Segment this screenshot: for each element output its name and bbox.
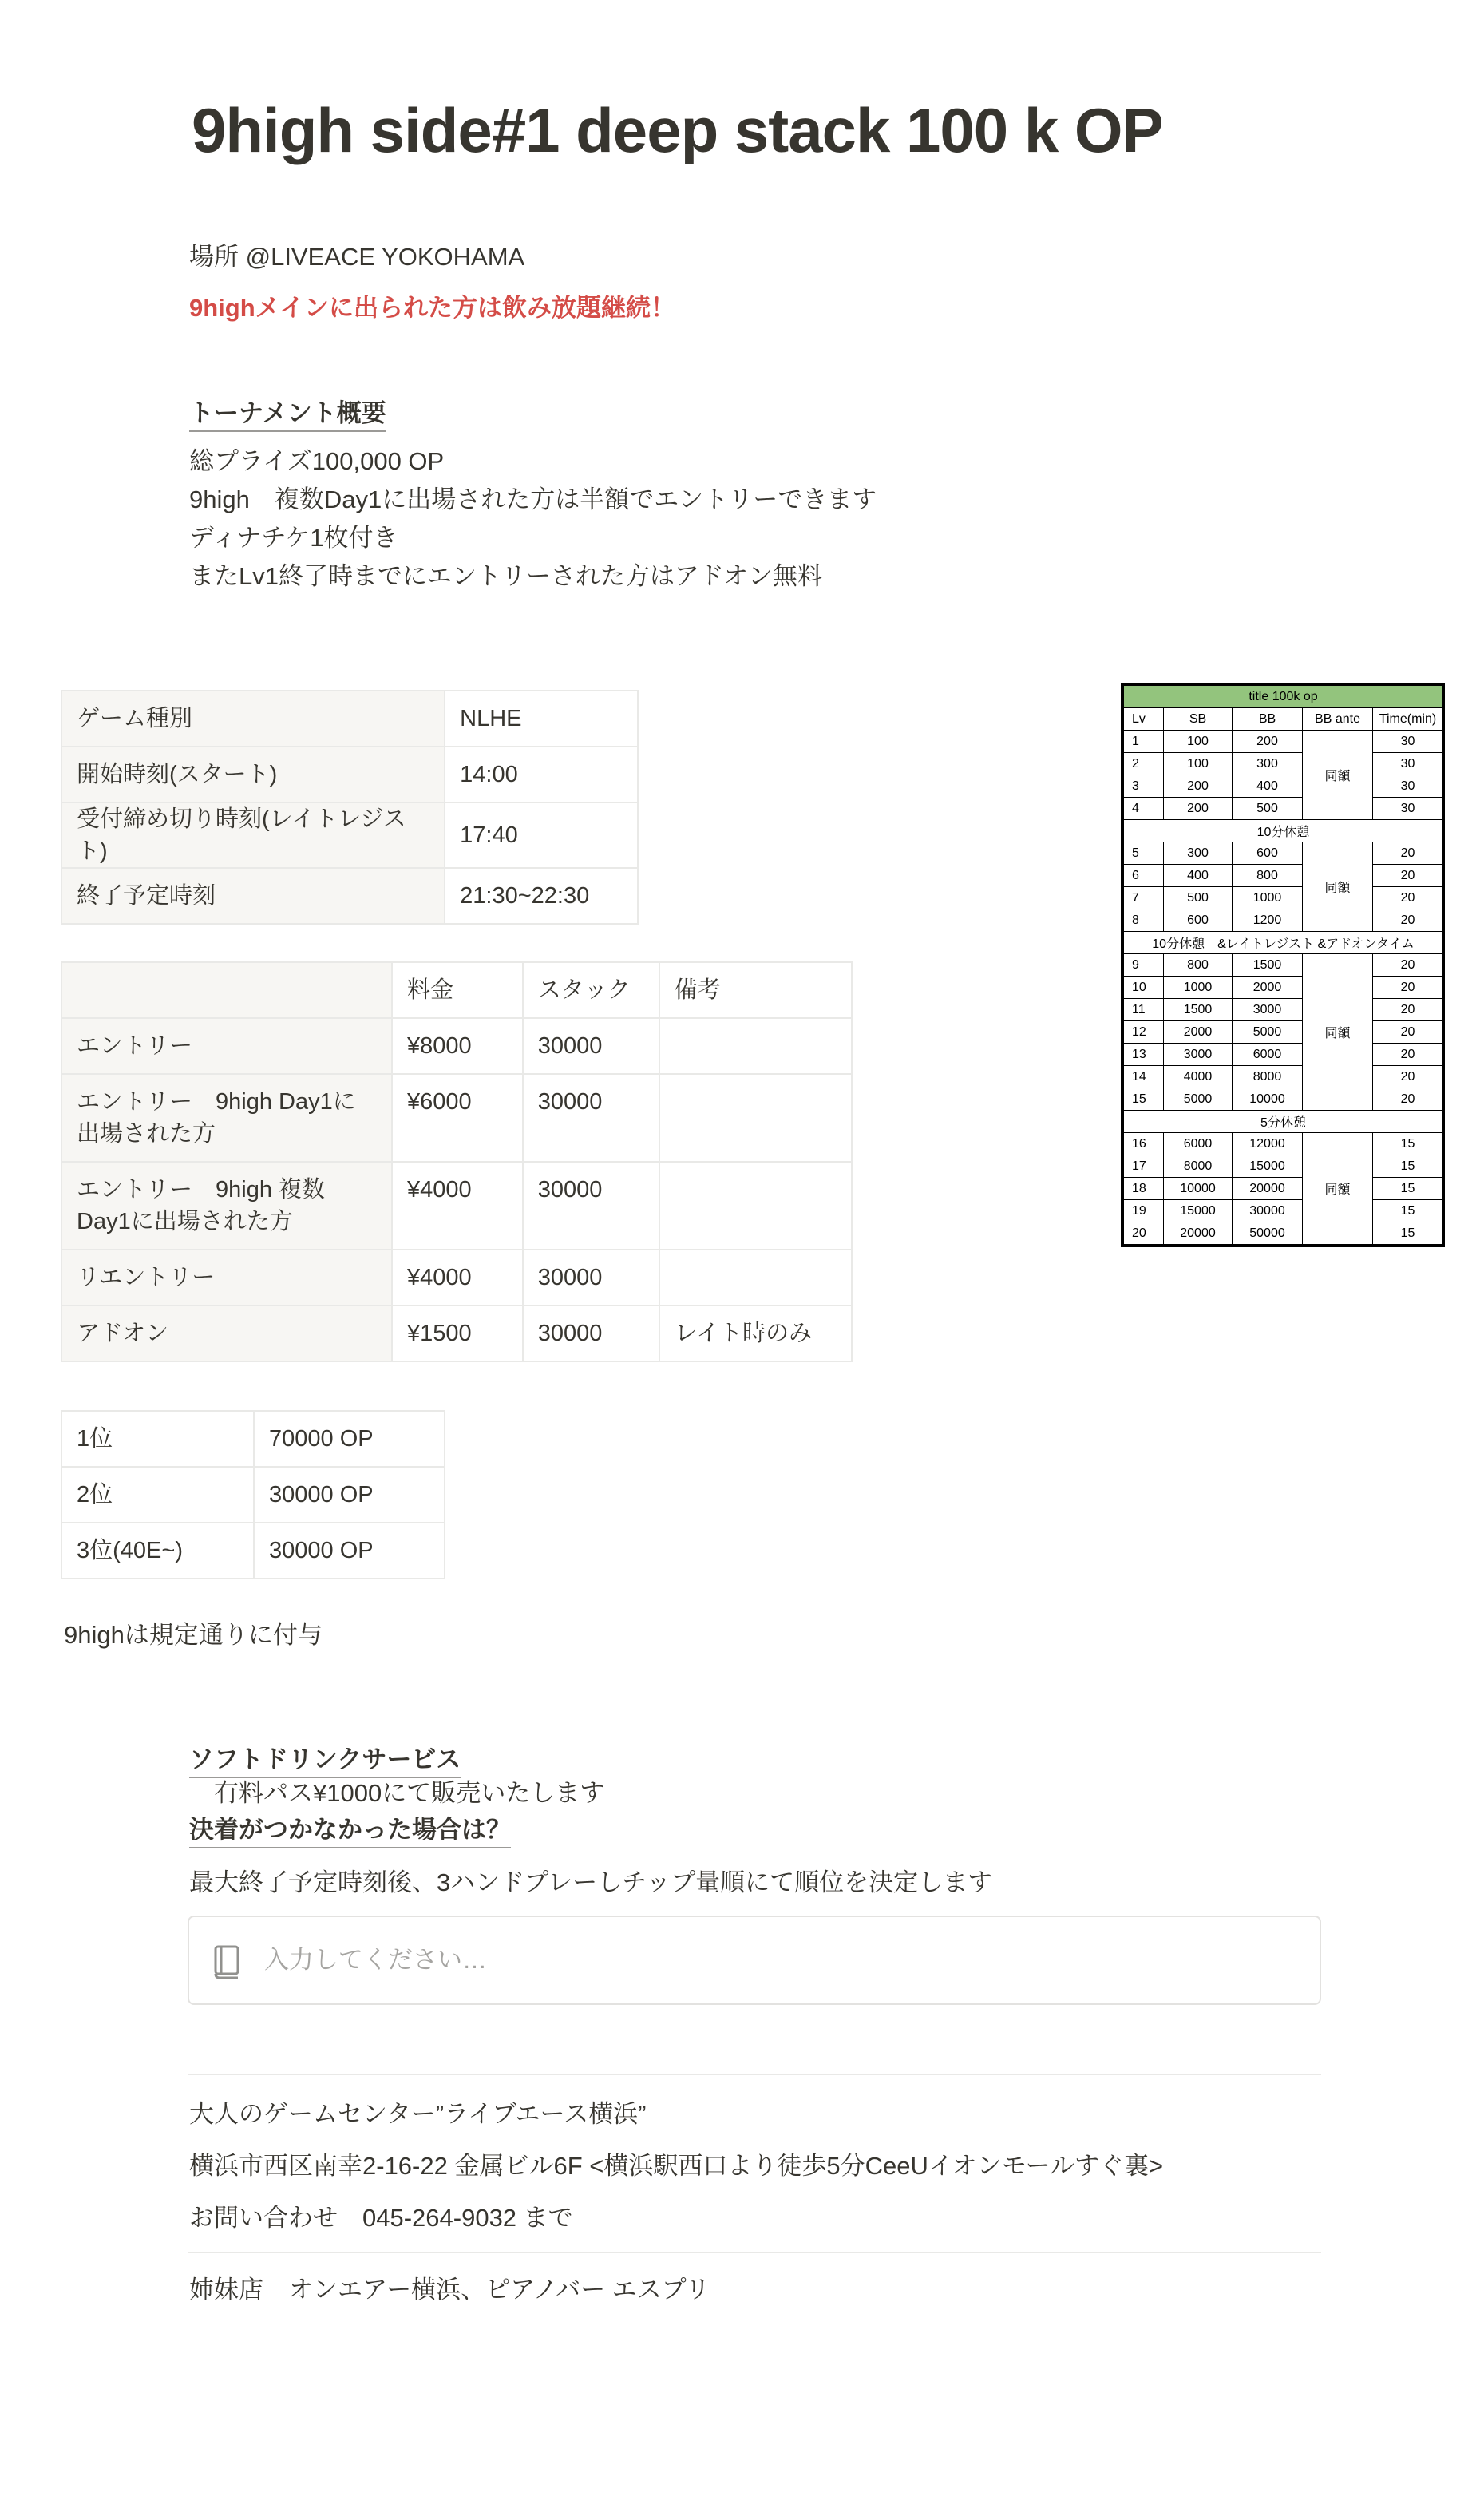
blind-bb: 3000: [1233, 999, 1303, 1021]
fee-value: ¥8000: [392, 1018, 523, 1074]
blind-time: 15: [1373, 1222, 1443, 1245]
blind-bb: 6000: [1233, 1044, 1303, 1066]
blind-level: 3: [1124, 775, 1164, 798]
blind-break-row: [1124, 820, 1443, 842]
blind-sb: 800: [1164, 954, 1233, 977]
info-label: 開始時刻(スタート): [61, 747, 445, 802]
blind-sb: 10000: [1164, 1178, 1233, 1200]
blind-bb: 12000: [1233, 1133, 1303, 1155]
blind-ante: 同額: [1303, 954, 1373, 1111]
blind-level-row: [1124, 1155, 1443, 1178]
note-value: [659, 1162, 852, 1250]
table-row: [61, 1250, 852, 1306]
blind-level: 16: [1124, 1133, 1164, 1155]
blind-level: 11: [1124, 999, 1164, 1021]
table-row: [61, 1074, 852, 1162]
prize-amount: 30000 OP: [254, 1467, 445, 1523]
blind-time: 30: [1373, 753, 1443, 775]
blind-sb: 600: [1164, 909, 1233, 932]
table-row: [61, 802, 638, 868]
blind-sb: 400: [1164, 865, 1233, 887]
table-row: [61, 747, 638, 802]
blind-level: 17: [1124, 1155, 1164, 1178]
blind-bb: 1000: [1233, 887, 1303, 909]
blind-bb: 600: [1233, 842, 1303, 865]
blind-time: 20: [1373, 842, 1443, 865]
fee-value: ¥4000: [392, 1162, 523, 1250]
blind-level-row: [1124, 775, 1443, 798]
prize-place: 2位: [61, 1467, 254, 1523]
stack-value: 30000: [523, 1018, 659, 1074]
fee-table: [61, 961, 853, 1362]
overview-line: 総プライズ100,000 OP: [189, 447, 445, 475]
info-value: 21:30~22:30: [445, 868, 638, 924]
table-row: [61, 1162, 852, 1250]
blind-bb: 300: [1233, 753, 1303, 775]
input-placeholder: 入力してください…: [264, 1946, 487, 1974]
divider: [188, 2074, 1321, 2075]
blind-sb: 100: [1164, 753, 1233, 775]
blind-level: 2: [1124, 753, 1164, 775]
blind-break-row: [1124, 1111, 1443, 1133]
blind-level-row: [1124, 1200, 1443, 1222]
blind-level-row: [1124, 1222, 1443, 1245]
blind-time: 20: [1373, 977, 1443, 999]
blind-level-row: [1124, 1066, 1443, 1088]
blind-bb: 200: [1233, 731, 1303, 753]
blind-sb: 1500: [1164, 999, 1233, 1021]
blind-sb: 5000: [1164, 1088, 1233, 1111]
blind-bb: 1200: [1233, 909, 1303, 932]
footer-sister-shops: 姉妹店 オンエアー横浜、ピアノバー エスプリ: [189, 2276, 710, 2304]
blind-level-row: [1124, 1133, 1443, 1155]
stack-value: 30000: [523, 1250, 659, 1306]
fee-name: エントリー 9high 複数Day1に出場された方: [61, 1162, 392, 1250]
blind-level-row: [1124, 753, 1443, 775]
prize-amount: 70000 OP: [254, 1411, 445, 1467]
overview-lines: [189, 442, 877, 596]
blind-sb: 8000: [1164, 1155, 1233, 1178]
blind-level-row: [1124, 842, 1443, 865]
blind-level-row: [1124, 1021, 1443, 1044]
blind-bb: 8000: [1233, 1066, 1303, 1088]
table-row: [61, 1306, 852, 1361]
fee-name: リエントリー: [61, 1250, 392, 1306]
stack-header: スタック: [523, 962, 659, 1018]
divider: [188, 2252, 1321, 2253]
tiebreak-text: 最大終了予定時刻後、3ハンドプレーしチップ量順にて順位を決定します: [189, 1868, 993, 1896]
blind-header-cell: BB: [1233, 708, 1303, 731]
blind-level: 15: [1124, 1088, 1164, 1111]
stack-value: 30000: [523, 1074, 659, 1162]
blind-bb: 800: [1233, 865, 1303, 887]
venue-text: 場所 @LIVEACE YOKOHAMA: [189, 243, 525, 271]
blind-time: 20: [1373, 1021, 1443, 1044]
blind-time: 20: [1373, 954, 1443, 977]
fee-value: ¥6000: [392, 1074, 523, 1162]
blind-time: 20: [1373, 887, 1443, 909]
overview-line: 9high 複数Day1に出場された方は半額でエントリーできます: [189, 485, 877, 513]
blind-ante: 同額: [1303, 1133, 1373, 1245]
note-value: レイト時のみ: [659, 1306, 852, 1361]
info-table: [61, 690, 639, 925]
info-value: 14:00: [445, 747, 638, 802]
notice-text: 9highメインに出られた方は飲み放題継続！: [189, 294, 676, 322]
blind-level-row: [1124, 1044, 1443, 1066]
blind-time: 20: [1373, 1044, 1443, 1066]
blind-level: 8: [1124, 909, 1164, 932]
blind-time: 15: [1373, 1155, 1443, 1178]
blind-bb: 15000: [1233, 1155, 1303, 1178]
prize-amount: 30000 OP: [254, 1523, 445, 1579]
blind-level-row: [1124, 1178, 1443, 1200]
points-note: 9highは規定通りに付与: [64, 1621, 323, 1649]
blind-bb: 50000: [1233, 1222, 1303, 1245]
blind-header-cell: Time(min): [1373, 708, 1443, 731]
fee-value: ¥1500: [392, 1306, 523, 1361]
table-row: [61, 868, 638, 924]
drink-service-text: 有料パス¥1000にて販売いたします: [214, 1779, 605, 1807]
note-value: [659, 1074, 852, 1162]
blind-break: 10分休憩 &レイトレジスト &アドオンタイム: [1124, 932, 1443, 954]
blind-time: 15: [1373, 1133, 1443, 1155]
blind-time: 30: [1373, 775, 1443, 798]
tiebreak-heading: 決着がつかなかった場合は？: [189, 1809, 511, 1848]
blind-level-row: [1124, 977, 1443, 999]
blind-header-row: [1124, 708, 1443, 731]
blind-level: 12: [1124, 1021, 1164, 1044]
blind-sb: 200: [1164, 775, 1233, 798]
fee-name: アドオン: [61, 1306, 392, 1361]
fee-name: エントリー 9high Day1に出場された方: [61, 1074, 392, 1162]
blind-bb: 2000: [1233, 977, 1303, 999]
info-label: 受付締め切り時刻(レイトレジスト): [61, 802, 445, 868]
page-title: 9high side#1 deep stack 100 k OP: [192, 95, 1163, 165]
fee-value: ¥4000: [392, 1250, 523, 1306]
blind-ante: 同額: [1303, 842, 1373, 932]
blind-title-row: [1124, 686, 1443, 708]
blind-structure: [1121, 683, 1445, 1247]
book-icon: [212, 1944, 243, 1983]
blind-sb: 500: [1164, 887, 1233, 909]
drink-service-heading: ソフトドリンクサービス: [189, 1739, 461, 1778]
table-header-row: [61, 962, 852, 1018]
blind-sb: 300: [1164, 842, 1233, 865]
blind-sb: 100: [1164, 731, 1233, 753]
blind-time: 30: [1373, 731, 1443, 753]
blind-level: 18: [1124, 1178, 1164, 1200]
table-row: [61, 1411, 445, 1467]
overview-line: またLv1終了時までにエントリーされた方はアドオン無料: [189, 562, 823, 590]
blind-level: 20: [1124, 1222, 1164, 1245]
blind-time: 30: [1373, 798, 1443, 820]
blind-level: 9: [1124, 954, 1164, 977]
prize-place: 1位: [61, 1411, 254, 1467]
blind-level: 4: [1124, 798, 1164, 820]
blind-sb: 1000: [1164, 977, 1233, 999]
table-row: [61, 1018, 852, 1074]
overview-heading: トーナメント概要: [189, 393, 386, 432]
blind-break-row: [1124, 932, 1443, 954]
prize-table: [61, 1410, 445, 1579]
blind-time: 20: [1373, 865, 1443, 887]
table-row: [61, 691, 638, 747]
blind-time: 15: [1373, 1178, 1443, 1200]
blind-level-row: [1124, 1088, 1443, 1111]
blind-level: 10: [1124, 977, 1164, 999]
blind-level-row: [1124, 954, 1443, 977]
info-label: 終了予定時刻: [61, 868, 445, 924]
blind-level-row: [1124, 999, 1443, 1021]
footer-address: 横浜市西区南幸2-16-22 金属ビル6F <横浜駅西口より徒歩5分CeeUイオンモールすぐ裏>: [189, 2152, 1164, 2180]
blind-bb: 500: [1233, 798, 1303, 820]
note-value: [659, 1250, 852, 1306]
fee-name: エントリー: [61, 1018, 392, 1074]
blind-structure-table: [1123, 685, 1443, 1245]
blind-bb: 20000: [1233, 1178, 1303, 1200]
blind-header-cell: BB ante: [1303, 708, 1373, 731]
blind-title: title 100k op: [1124, 686, 1443, 708]
blind-level-row: [1124, 865, 1443, 887]
stack-value: 30000: [523, 1306, 659, 1361]
blind-bb: 400: [1233, 775, 1303, 798]
info-value: NLHE: [445, 691, 638, 747]
footer-line: 大人のゲームセンター”ライブエース横浜”: [189, 2100, 647, 2128]
blind-bb: 1500: [1233, 954, 1303, 977]
note-value: [659, 1018, 852, 1074]
blind-level: 7: [1124, 887, 1164, 909]
blind-sb: 20000: [1164, 1222, 1233, 1245]
blind-level: 19: [1124, 1200, 1164, 1222]
blind-level: 6: [1124, 865, 1164, 887]
blind-level: 13: [1124, 1044, 1164, 1066]
blind-time: 20: [1373, 999, 1443, 1021]
info-label: ゲーム種別: [61, 691, 445, 747]
blind-bb: 5000: [1233, 1021, 1303, 1044]
info-value: 17:40: [445, 802, 638, 868]
blind-time: 20: [1373, 1088, 1443, 1111]
blind-time: 20: [1373, 909, 1443, 932]
blind-level-row: [1124, 731, 1443, 753]
blind-bb: 10000: [1233, 1088, 1303, 1111]
comment-input-box[interactable]: [188, 1916, 1321, 2005]
blind-break: 10分休憩: [1124, 820, 1443, 842]
blind-level: 14: [1124, 1066, 1164, 1088]
blind-sb: 6000: [1164, 1133, 1233, 1155]
blind-break: 5分休憩: [1124, 1111, 1443, 1133]
note-header: 備考: [659, 962, 852, 1018]
blind-level-row: [1124, 909, 1443, 932]
overview-line: ディナチケ1枚付き: [189, 524, 398, 552]
stack-value: 30000: [523, 1162, 659, 1250]
blind-sb: 15000: [1164, 1200, 1233, 1222]
blind-ante: 同額: [1303, 731, 1373, 820]
table-row: [61, 1523, 445, 1579]
blind-bb: 30000: [1233, 1200, 1303, 1222]
blind-level: 5: [1124, 842, 1164, 865]
blind-level-row: [1124, 798, 1443, 820]
blind-sb: 2000: [1164, 1021, 1233, 1044]
table-row: [61, 1467, 445, 1523]
prize-place: 3位(40E~): [61, 1523, 254, 1579]
blind-sb: 3000: [1164, 1044, 1233, 1066]
footer-contact: お問い合わせ 045-264-9032 まで: [189, 2204, 573, 2232]
blind-time: 20: [1373, 1066, 1443, 1088]
blind-level: 1: [1124, 731, 1164, 753]
blind-level-row: [1124, 887, 1443, 909]
blind-header-cell: SB: [1164, 708, 1233, 731]
fee-header-blank: [61, 962, 392, 1018]
blind-time: 15: [1373, 1200, 1443, 1222]
blind-header-cell: Lv: [1124, 708, 1164, 731]
fee-header: 料金: [392, 962, 523, 1018]
blind-sb: 200: [1164, 798, 1233, 820]
blind-sb: 4000: [1164, 1066, 1233, 1088]
